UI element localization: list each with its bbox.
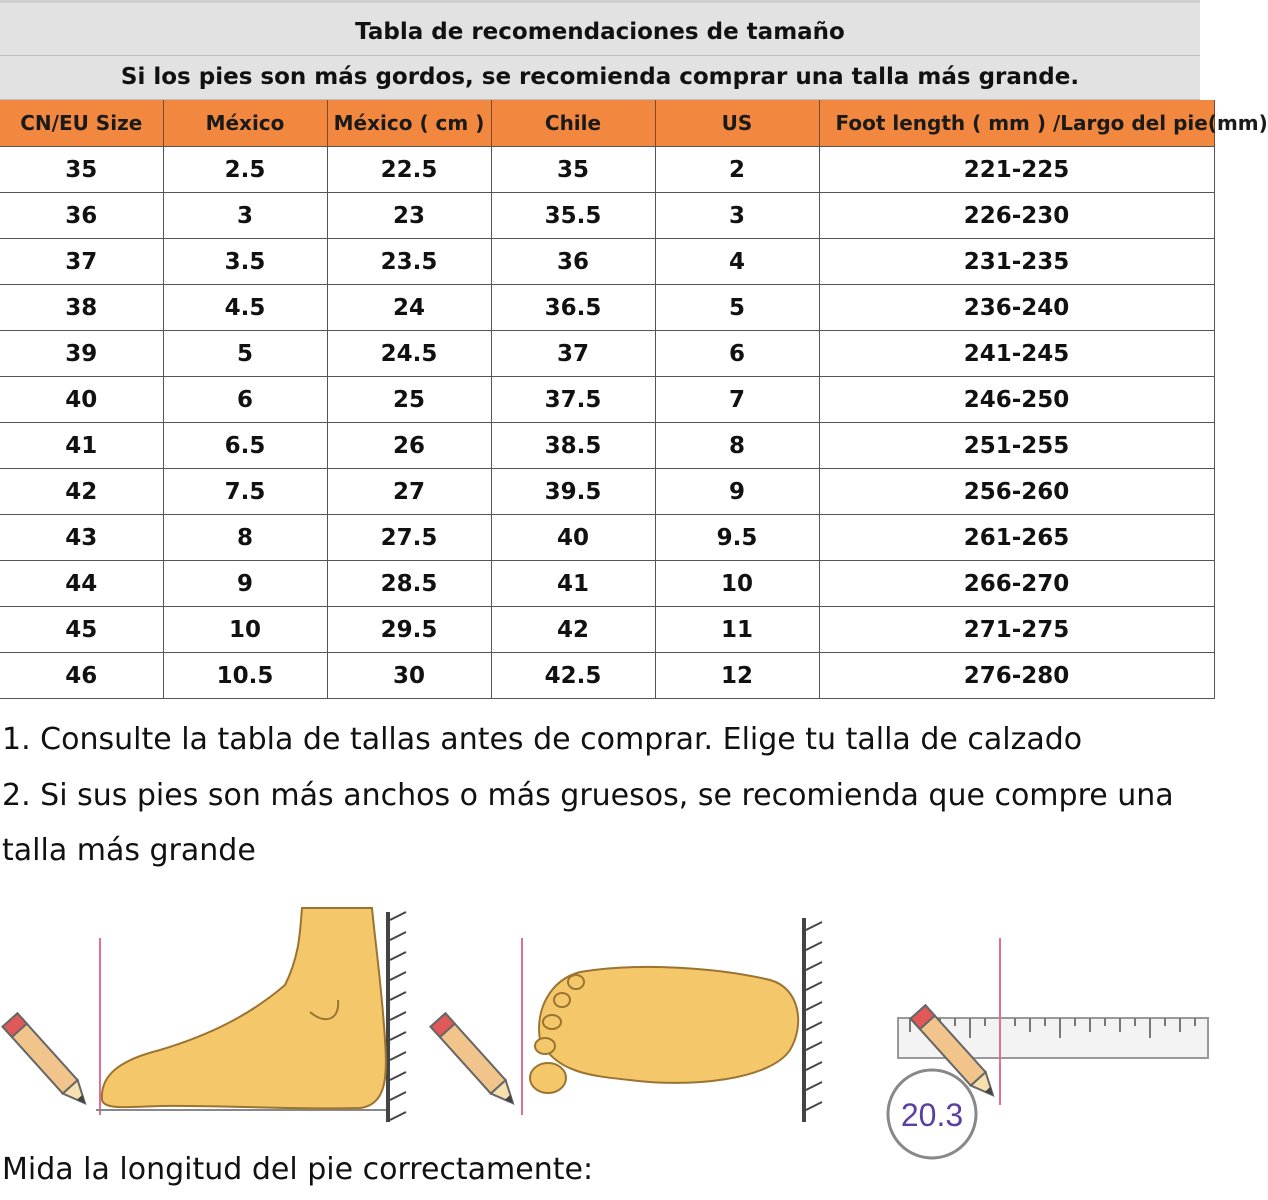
table-cell: 42.5 (491, 653, 655, 699)
table-cell: 36 (0, 193, 163, 239)
table-cell: 251-255 (819, 423, 1214, 469)
table-cell: 23.5 (327, 239, 491, 285)
table-cell: 10 (163, 607, 327, 653)
table-cell: 26 (327, 423, 491, 469)
table-cell: 231-235 (819, 239, 1214, 285)
table-cell: 43 (0, 515, 163, 561)
table-cell: 4 (655, 239, 819, 285)
table-cell: 236-240 (819, 285, 1214, 331)
table-cell: 46 (0, 653, 163, 699)
table-cell: 10.5 (163, 653, 327, 699)
table-cell: 256-260 (819, 469, 1214, 515)
table-row (0, 561, 1214, 607)
wall-icon (804, 918, 822, 1122)
table-row (0, 285, 1214, 331)
column-header: México ( cm ) (327, 100, 491, 147)
note-line-2: 2. Si sus pies son más anchos o más gruesos, se recomienda que compre una (2, 778, 1174, 813)
table-cell: 36 (491, 239, 655, 285)
table-cell: 45 (0, 607, 163, 653)
table-cell: 22.5 (327, 147, 491, 193)
table-cell: 25 (327, 377, 491, 423)
table-cell: 4.5 (163, 285, 327, 331)
table-cell: 261-265 (819, 515, 1214, 561)
table-cell: 36.5 (491, 285, 655, 331)
measure-caption: Mida la longitud del pie correctamente: (2, 1152, 594, 1187)
wall-icon (388, 912, 406, 1122)
table-cell: 5 (655, 285, 819, 331)
size-table (0, 100, 1268, 699)
table-cell: 5 (163, 331, 327, 377)
table-cell: 9 (163, 561, 327, 607)
measure-value: 20.3 (900, 1097, 964, 1133)
table-cell: 266-270 (819, 561, 1214, 607)
table-cell: 3 (655, 193, 819, 239)
table-cell: 40 (0, 377, 163, 423)
table-cell: 6.5 (163, 423, 327, 469)
foot-side-icon (102, 908, 386, 1108)
note-line-1: 1. Consulte la tabla de tallas antes de comprar. Elige tu talla de calzado (2, 722, 1083, 757)
table-cell: 8 (655, 423, 819, 469)
table-row (0, 653, 1214, 699)
table-row (0, 377, 1214, 423)
table-row (0, 607, 1214, 653)
table-cell: 12 (655, 653, 819, 699)
table-cell: 271-275 (819, 607, 1214, 653)
table-cell: 11 (655, 607, 819, 653)
table-cell: 28.5 (327, 561, 491, 607)
table-cell: 23 (327, 193, 491, 239)
table-cell: 27 (327, 469, 491, 515)
table-cell: 30 (327, 653, 491, 699)
table-cell: 221-225 (819, 147, 1214, 193)
column-header: Foot length ( mm ) /Largo del pie(mm) (819, 100, 1214, 147)
column-header: US (655, 100, 819, 147)
table-header-row (0, 100, 1214, 147)
table-cell: 2.5 (163, 147, 327, 193)
table-row (0, 515, 1214, 561)
table-row (0, 193, 1214, 239)
table-cell: 246-250 (819, 377, 1214, 423)
table-row (0, 147, 1214, 193)
table-cell: 42 (0, 469, 163, 515)
table-cell: 41 (491, 561, 655, 607)
note-line-3: talla más grande (2, 833, 256, 868)
table-cell: 39.5 (491, 469, 655, 515)
table-subtitle: Si los pies son más gordos, se recomienda comprar una talla más grande. (0, 56, 1200, 100)
table-cell: 40 (491, 515, 655, 561)
table-cell: 44 (0, 561, 163, 607)
table-cell: 35.5 (491, 193, 655, 239)
table-cell: 8 (163, 515, 327, 561)
column-header: Chile (491, 100, 655, 147)
table-cell: 3 (163, 193, 327, 239)
table-row (0, 469, 1214, 515)
table-cell: 35 (491, 147, 655, 193)
table-cell: 42 (491, 607, 655, 653)
table-cell: 3.5 (163, 239, 327, 285)
table-row (0, 423, 1214, 469)
table-cell: 37 (491, 331, 655, 377)
column-header: CN/EU Size (0, 100, 163, 147)
table-cell: 41 (0, 423, 163, 469)
table-cell: 24.5 (327, 331, 491, 377)
table-title: Tabla de recomendaciones de tamaño (0, 0, 1200, 56)
size-table-body (0, 147, 1214, 699)
table-cell: 276-280 (819, 653, 1214, 699)
table-cell: 2 (655, 147, 819, 193)
pencil-icon (3, 1013, 93, 1110)
foot-measure-illustration (0, 900, 1200, 1150)
table-cell: 37.5 (491, 377, 655, 423)
table-cell: 39 (0, 331, 163, 377)
table-cell: 27.5 (327, 515, 491, 561)
table-cell: 226-230 (819, 193, 1214, 239)
table-cell: 9 (655, 469, 819, 515)
table-cell: 7.5 (163, 469, 327, 515)
table-cell: 6 (655, 331, 819, 377)
table-cell: 38 (0, 285, 163, 331)
table-cell: 6 (163, 377, 327, 423)
table-cell: 35 (0, 147, 163, 193)
table-cell: 37 (0, 239, 163, 285)
column-header: México (163, 100, 327, 147)
table-cell: 10 (655, 561, 819, 607)
table-cell: 241-245 (819, 331, 1214, 377)
table-cell: 9.5 (655, 515, 819, 561)
table-row (0, 331, 1214, 377)
pencil-icon (431, 1013, 521, 1110)
table-cell: 24 (327, 285, 491, 331)
table-cell: 38.5 (491, 423, 655, 469)
table-cell: 7 (655, 377, 819, 423)
table-cell: 29.5 (327, 607, 491, 653)
table-row (0, 239, 1214, 285)
